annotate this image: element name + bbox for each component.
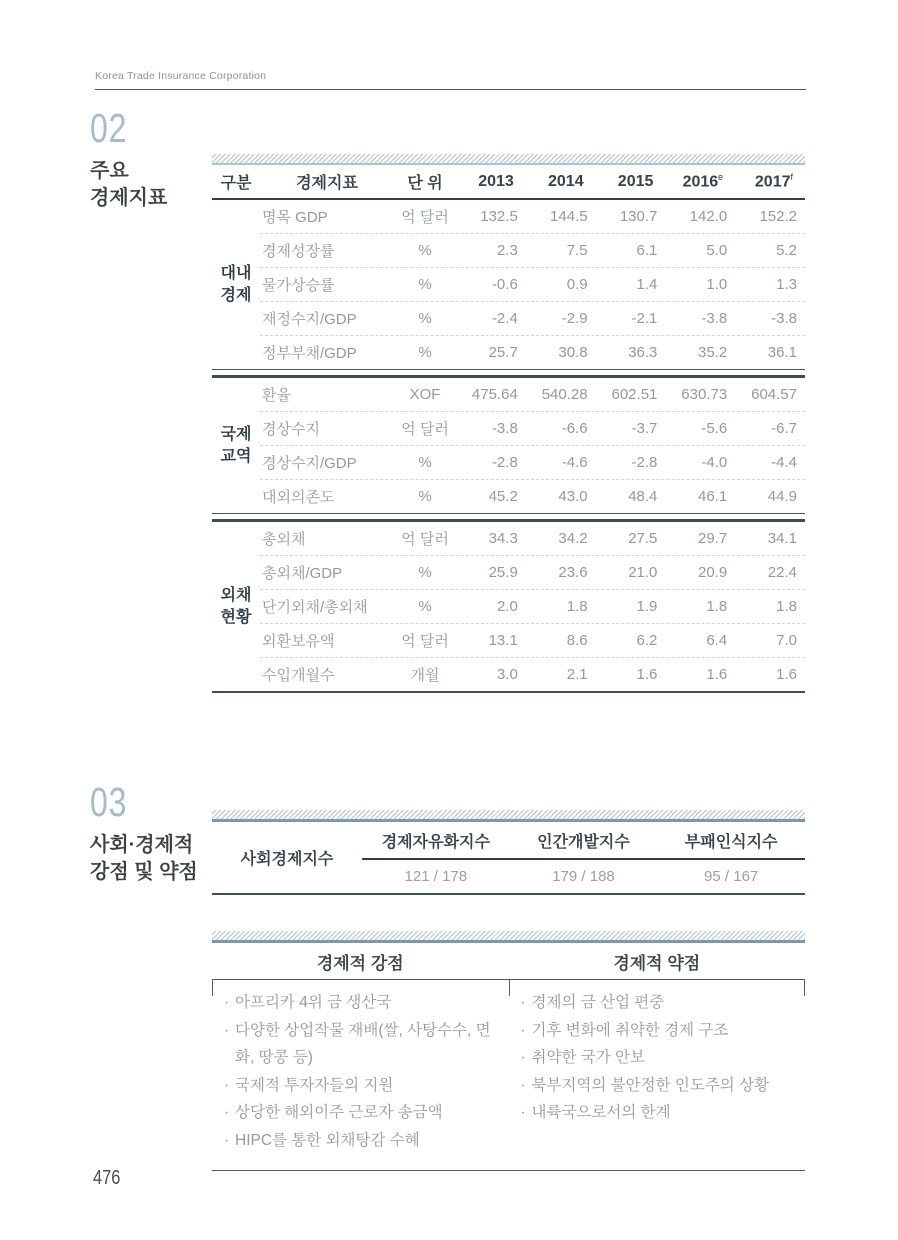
- section02-title-line2: 경제지표: [90, 186, 168, 209]
- bullet-glyph: ·: [224, 1104, 230, 1121]
- year-superscript: e: [718, 171, 724, 182]
- value-cell: -3.8: [771, 310, 797, 327]
- econ-group: [212, 200, 805, 370]
- value-cell: 1.4: [636, 276, 658, 293]
- value-cell: 20.9: [697, 564, 728, 581]
- value-cell: 475.64: [471, 386, 518, 403]
- document-header: [95, 70, 806, 90]
- value-cell: 43.0: [558, 488, 588, 505]
- value-cell: 34.2: [558, 530, 588, 547]
- value-cell: 27.5: [628, 530, 658, 547]
- bullet-glyph: ·: [520, 994, 526, 1011]
- bracket-tick-center: [509, 980, 510, 996]
- econ-group-rows: [260, 378, 805, 513]
- value-cell: 6.2: [636, 632, 658, 649]
- value-cell: 13.1: [488, 632, 518, 649]
- value-cell: 8.6: [566, 632, 588, 649]
- index-value: 179 / 188: [552, 868, 615, 885]
- hatch-band: [212, 154, 805, 165]
- indicator-cell: 경상수지/GDP: [262, 455, 357, 472]
- index-value: 121 / 178: [404, 868, 468, 885]
- table-row: [260, 623, 805, 657]
- table-row: [260, 657, 805, 691]
- index-column-header: 경제자유화지수: [381, 833, 490, 851]
- year-superscript: f: [790, 171, 793, 182]
- bullet-glyph: ·: [520, 1076, 526, 1094]
- indicator-cell: 경제성장률: [262, 243, 335, 260]
- index-column-header: 부패인식지수: [684, 833, 778, 851]
- section02-number: 02: [90, 105, 128, 151]
- value-cell: 152.2: [759, 208, 797, 225]
- econ-group-rows: [260, 522, 805, 691]
- value-cell: 1.0: [706, 276, 728, 293]
- section03-title-line1: 사회·경제적: [90, 833, 194, 856]
- value-cell: 29.7: [697, 530, 728, 547]
- value-cell: 23.6: [558, 564, 588, 581]
- list-item: [222, 989, 501, 1017]
- value-cell: 540.28: [541, 386, 588, 403]
- socioeconomic-index-table: [212, 822, 805, 895]
- value-cell: 45.2: [488, 488, 518, 505]
- unit-cell: %: [418, 564, 432, 581]
- value-cell: 602.51: [611, 386, 658, 403]
- value-cell: 7.5: [566, 242, 588, 259]
- value-cell: 34.3: [488, 530, 518, 547]
- value-cell: 5.0: [706, 242, 728, 259]
- list-item: [519, 1017, 798, 1045]
- list-item-text: HIPC를 통한 외채탕감 수혜: [235, 1131, 420, 1149]
- unit-cell: %: [418, 488, 432, 505]
- indicator-cell: 환율: [262, 387, 291, 404]
- value-cell: 2.3: [496, 242, 518, 259]
- indicator-cell: 경상수지: [262, 421, 320, 438]
- list-item: [222, 1127, 501, 1155]
- list-item-text: 내륙국으로서의 한계: [531, 1104, 671, 1121]
- value-cell: 2.1: [566, 666, 588, 683]
- indicator-cell: 재정수지/GDP: [262, 311, 357, 328]
- bullet-glyph: ·: [520, 1104, 526, 1121]
- econ-group: [212, 519, 805, 693]
- unit-cell: 억 달러: [401, 209, 449, 226]
- indicator-cell: 명목 GDP: [262, 209, 328, 226]
- value-cell: 1.8: [706, 598, 728, 615]
- section02-title-line1: 주요: [90, 159, 129, 182]
- bullet-glyph: ·: [224, 1021, 230, 1039]
- econ-year-header: 2017$^f$: [754, 171, 793, 191]
- econ-group-label: 대내 경제: [220, 264, 252, 304]
- value-cell: 25.9: [488, 564, 518, 581]
- strengths-header: 경제적 강점: [316, 953, 404, 973]
- section-economic-indicators: [90, 105, 898, 693]
- value-cell: 142.0: [689, 208, 728, 225]
- econ-group-label: 외채 현황: [220, 586, 252, 626]
- hatch-band: [212, 931, 805, 943]
- list-item: [519, 989, 798, 1017]
- value-cell: 5.2: [776, 242, 797, 259]
- value-cell: 46.1: [697, 488, 728, 505]
- bullet-glyph: ·: [224, 1131, 230, 1149]
- table-row: [260, 335, 805, 369]
- value-cell: -3.7: [631, 420, 658, 437]
- list-item: [222, 1017, 501, 1072]
- value-cell: -4.0: [701, 454, 728, 471]
- value-cell: 30.8: [558, 344, 588, 361]
- unit-cell: %: [418, 454, 432, 471]
- value-cell: -6.7: [771, 420, 797, 437]
- list-item: [519, 1099, 798, 1127]
- unit-cell: %: [418, 344, 432, 361]
- value-cell: -3.8: [491, 420, 518, 437]
- value-cell: 36.3: [628, 344, 658, 361]
- sw-body: [212, 979, 805, 1171]
- bullet-glyph: ·: [520, 1021, 526, 1039]
- section03-title-line2: 강점 및 약점: [90, 860, 198, 883]
- value-cell: 36.1: [767, 344, 797, 361]
- value-cell: 630.73: [681, 386, 728, 403]
- unit-cell: %: [418, 242, 432, 259]
- econ-col-header: 단 위: [407, 175, 443, 192]
- table-row: [260, 522, 805, 555]
- list-item-text: 다양한 상업작물 재배(쌀, 사탕수수, 면화, 땅콩 등): [235, 1021, 491, 1066]
- value-cell: 6.1: [636, 242, 658, 259]
- unit-cell: 개월: [410, 667, 440, 684]
- bullet-glyph: ·: [520, 1049, 526, 1066]
- econ-group-label: 국제 교역: [220, 425, 252, 465]
- list-item-text: 북부지역의 불안정한 인도주의 상황: [531, 1076, 770, 1094]
- indicator-cell: 대외의존도: [262, 489, 335, 506]
- value-cell: 144.5: [550, 208, 588, 225]
- value-cell: -2.9: [561, 310, 588, 327]
- econ-groups: [212, 200, 805, 693]
- strengths-weaknesses-table: [212, 931, 805, 1171]
- econ-col-header: 경제지표: [296, 175, 358, 192]
- unit-cell: 억 달러: [401, 531, 449, 548]
- unit-cell: %: [418, 598, 432, 615]
- unit-cell: XOF: [409, 386, 441, 403]
- econ-group: [212, 375, 805, 514]
- section-strengths-weaknesses: [90, 779, 898, 1171]
- list-item-text: 취약한 국가 안보: [531, 1049, 645, 1066]
- indicator-cell: 수입개월수: [262, 667, 335, 684]
- indicator-cell: 외환보유액: [262, 633, 335, 650]
- value-cell: 35.2: [697, 344, 728, 361]
- value-cell: 25.7: [488, 344, 518, 361]
- value-cell: -0.6: [491, 276, 518, 293]
- header-rule: [95, 89, 806, 90]
- econ-table-wrap: [212, 154, 805, 693]
- unit-cell: 억 달러: [401, 421, 449, 438]
- table-row: [260, 301, 805, 335]
- section03-number: 03: [90, 779, 128, 825]
- value-cell: 3.0: [496, 666, 518, 683]
- list-item: [519, 1072, 798, 1100]
- table-row: [260, 378, 805, 411]
- value-cell: 604.57: [751, 386, 797, 403]
- list-item-text: 상당한 해외이주 근로자 송금액: [235, 1104, 443, 1121]
- table-row: [260, 233, 805, 267]
- econ-year-header: 2016e: [682, 171, 724, 191]
- value-cell: 22.4: [767, 564, 797, 581]
- value-cell: -2.8: [631, 454, 658, 471]
- index-value: 95 / 167: [704, 868, 759, 885]
- value-cell: -2.8: [491, 454, 518, 471]
- value-cell: 48.4: [628, 488, 658, 505]
- value-cell: 2.0: [496, 598, 518, 615]
- hatch-band: [212, 810, 805, 822]
- section02-label: [90, 105, 212, 693]
- section03-label: [90, 779, 212, 1171]
- econ-col-header: 구분: [220, 175, 252, 192]
- unit-cell: %: [418, 276, 432, 293]
- value-cell: -2.1: [631, 310, 658, 327]
- corporation-name: Korea Trade Insurance Corporation: [95, 70, 267, 82]
- table-row: [260, 555, 805, 589]
- section02-title: [90, 158, 212, 212]
- weaknesses-header: 경제적 약점: [613, 953, 701, 973]
- sw-list-strengths: [212, 989, 509, 1154]
- value-cell: -4.6: [561, 454, 588, 471]
- bullet-glyph: ·: [224, 994, 230, 1011]
- econ-year-header: 2015: [617, 172, 654, 190]
- table-row: [260, 411, 805, 445]
- indicator-cell: 단기외채/총외채: [262, 599, 368, 616]
- econ-year-header: 2014: [548, 172, 584, 190]
- indicator-cell: 총외채: [262, 531, 306, 548]
- table-row: [260, 200, 805, 233]
- list-item-text: 국제적 투자자들의 지원: [235, 1076, 394, 1094]
- indicator-cell: 정부부채/GDP: [262, 345, 357, 362]
- value-cell: -6.6: [561, 420, 588, 437]
- value-cell: 1.6: [706, 666, 728, 683]
- index-value-row: [362, 860, 805, 893]
- value-cell: 7.0: [776, 632, 797, 649]
- list-item: [519, 1044, 798, 1072]
- econ-group-rows: [260, 200, 805, 369]
- value-cell: 1.6: [636, 666, 658, 683]
- value-cell: 1.8: [776, 598, 797, 615]
- list-item: [222, 1099, 501, 1127]
- table-row: [260, 589, 805, 623]
- value-cell: 6.4: [706, 632, 728, 649]
- value-cell: 0.9: [566, 276, 588, 293]
- value-cell: -3.8: [701, 310, 728, 327]
- value-cell: 1.6: [776, 666, 797, 683]
- bracket-tick-left: [212, 980, 213, 996]
- indicator-cell: 총외채/GDP: [262, 565, 343, 582]
- unit-cell: %: [418, 310, 432, 327]
- bracket-tick-right: [804, 980, 805, 996]
- econ-year-header: 2013: [478, 172, 514, 190]
- index-header-row: [362, 822, 805, 860]
- value-cell: 1.8: [566, 598, 588, 615]
- econ-header-row: [212, 165, 805, 200]
- value-cell: 1.9: [636, 598, 658, 615]
- sw-header-row: [212, 943, 805, 979]
- value-cell: 34.1: [767, 530, 797, 547]
- index-column-header: 인간개발지수: [537, 833, 630, 851]
- page-number: 476: [93, 1167, 121, 1189]
- list-item-text: 경제의 금 산업 편중: [531, 994, 665, 1011]
- bullet-glyph: ·: [224, 1076, 230, 1094]
- value-cell: -2.4: [491, 310, 518, 327]
- value-cell: 1.3: [776, 276, 797, 293]
- list-item: [222, 1072, 501, 1100]
- section03-title: [90, 832, 212, 886]
- section03-body: [212, 810, 805, 1171]
- value-cell: -5.6: [701, 420, 728, 437]
- value-cell: 132.5: [480, 208, 518, 225]
- list-item-text: 아프리카 4위 금 생산국: [235, 994, 392, 1011]
- value-cell: 21.0: [628, 564, 658, 581]
- value-cell: 130.7: [619, 208, 658, 225]
- table-row: [260, 479, 805, 513]
- indicator-cell: 물가상승률: [262, 277, 335, 294]
- sw-list-weaknesses: [509, 989, 806, 1154]
- index-row-label: 사회경제지수: [240, 851, 334, 868]
- value-cell: -4.4: [771, 454, 797, 471]
- table-row: [260, 445, 805, 479]
- list-item-text: 기후 변화에 취약한 경제 구조: [531, 1021, 729, 1039]
- table-row: [260, 267, 805, 301]
- value-cell: 44.9: [767, 488, 797, 505]
- unit-cell: 억 달러: [401, 633, 449, 650]
- index-columns: [362, 822, 805, 893]
